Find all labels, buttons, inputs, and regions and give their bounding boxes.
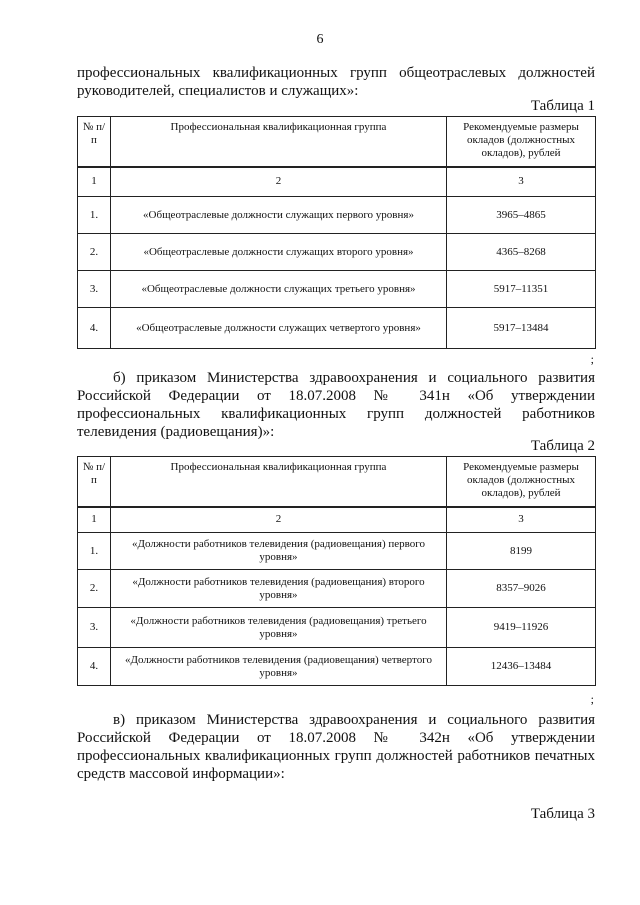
row-num: 1. <box>78 533 111 570</box>
paragraph-b-line: профессиональных квалификационных групп должностей работников <box>77 406 595 422</box>
paragraph-c-line: профессиональных квалификационных групп должностей работников печатных <box>77 748 595 764</box>
row-salary: 9419–11926 <box>447 608 596 648</box>
table2-trailing-semicolon: ; <box>590 692 594 706</box>
table2-header-num: № п/п <box>78 457 111 507</box>
paragraph-c-line: средств массовой информации»: <box>77 766 285 782</box>
row-num: 4. <box>78 648 111 686</box>
table2-caption: Таблица 2 <box>530 438 595 454</box>
table-row <box>78 533 596 570</box>
paragraph-b-line: Российской Федерации от 18.07.2008 № 341н «Об утверждении <box>77 388 595 404</box>
intro-paragraph <box>77 64 595 100</box>
row-group: «Должности работников телевидения (радиовещания) четвертого уровня» <box>111 648 447 686</box>
table1-header-num: № п/п <box>78 117 111 167</box>
row-num: 2. <box>78 234 111 271</box>
table2-header-group: Профессиональная квалификационная группа <box>111 457 447 507</box>
row-salary: 8357–9026 <box>447 570 596 608</box>
table2-colnum: 1 <box>78 507 111 533</box>
table-row <box>78 608 596 648</box>
table1-caption: Таблица 1 <box>530 98 595 114</box>
row-group: «Должности работников телевидения (радиовещания) первого уровня» <box>111 533 447 570</box>
table-row <box>78 271 596 308</box>
row-num: 3. <box>78 271 111 308</box>
paragraph-c <box>77 711 595 783</box>
row-salary: 8199 <box>447 533 596 570</box>
table2-colnum: 3 <box>447 507 596 533</box>
table1 <box>77 116 596 349</box>
table1-column-numbers <box>78 167 596 197</box>
row-group: «Общеотраслевые должности служащих третьего уровня» <box>111 271 447 308</box>
table-row <box>78 570 596 608</box>
page-number: 6 <box>316 32 324 47</box>
table2-colnum: 2 <box>111 507 447 533</box>
row-group: «Общеотраслевые должности служащих второго уровня» <box>111 234 447 271</box>
row-num: 3. <box>78 608 111 648</box>
row-salary: 5917–11351 <box>447 271 596 308</box>
paragraph-c-line: в) приказом Министерства здравоохранения и социального развития <box>113 712 595 728</box>
row-salary: 12436–13484 <box>447 648 596 686</box>
table2-column-numbers <box>78 507 596 533</box>
row-group: «Общеотраслевые должности служащих первого уровня» <box>111 197 447 234</box>
table2 <box>77 456 596 686</box>
row-num: 4. <box>78 308 111 349</box>
paragraph-b-line: телевидения (радиовещания)»: <box>77 424 275 440</box>
table1-colnum: 1 <box>78 167 111 197</box>
table-row <box>78 197 596 234</box>
paragraph-c-line: Российской Федерации от 18.07.2008 № 342н «Об утверждении <box>77 730 595 746</box>
table1-header-group: Профессиональная квалификационная группа <box>111 117 447 167</box>
row-group: «Должности работников телевидения (радиовещания) второго уровня» <box>111 570 447 608</box>
table1-trailing-semicolon: ; <box>590 352 594 366</box>
table-row <box>78 308 596 349</box>
table1-header-salary: Рекомендуемые размеры окладов (должностных окладов), рублей <box>447 117 596 167</box>
table1-colnum: 2 <box>111 167 447 197</box>
paragraph-b-line: б) приказом Министерства здравоохранения и социального развития <box>113 370 595 386</box>
row-group: «Должности работников телевидения (радиовещания) третьего уровня» <box>111 608 447 648</box>
table2-header-row <box>78 457 596 507</box>
table2-header-salary: Рекомендуемые размеры окладов (должностных окладов), рублей <box>447 457 596 507</box>
paragraph-b <box>77 369 595 441</box>
table1-header-row <box>78 117 596 167</box>
table3-caption: Таблица 3 <box>530 806 595 822</box>
intro-line: профессиональных квалификационных групп общеотраслевых должностей <box>77 65 595 81</box>
row-num: 1. <box>78 197 111 234</box>
table-row <box>78 234 596 271</box>
table1-colnum: 3 <box>447 167 596 197</box>
intro-line: руководителей, специалистов и служащих»: <box>77 83 359 99</box>
row-salary: 5917–13484 <box>447 308 596 349</box>
row-salary: 4365–8268 <box>447 234 596 271</box>
table-row <box>78 648 596 686</box>
row-salary: 3965–4865 <box>447 197 596 234</box>
row-group: «Общеотраслевые должности служащих четвертого уровня» <box>111 308 447 349</box>
row-num: 2. <box>78 570 111 608</box>
